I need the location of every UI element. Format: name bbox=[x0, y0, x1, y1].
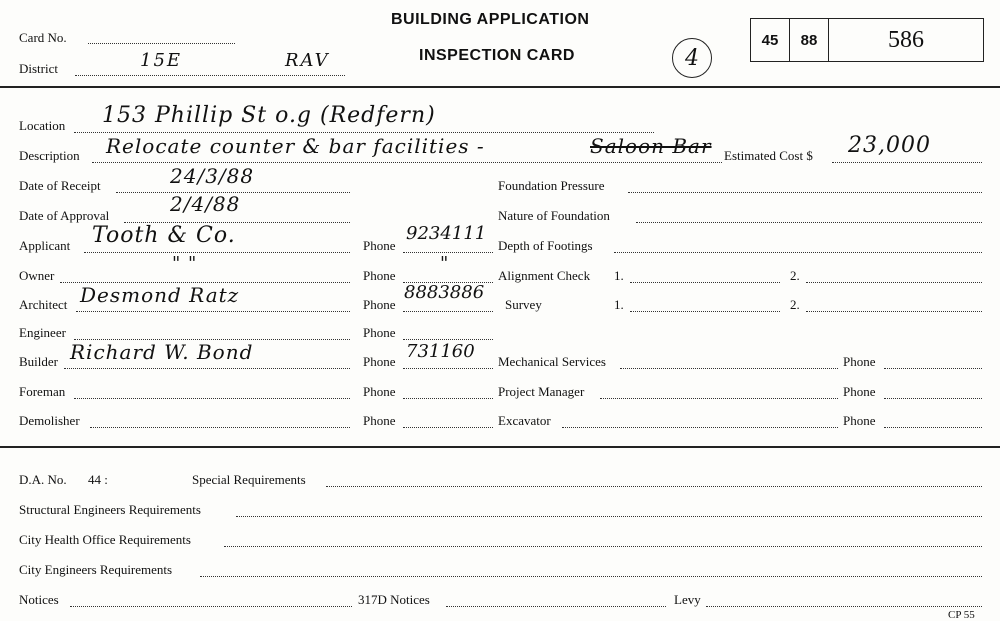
special-requirements-field[interactable] bbox=[326, 486, 982, 487]
builder-phone-field[interactable] bbox=[403, 368, 493, 369]
builder-field[interactable] bbox=[64, 368, 350, 369]
description-field[interactable] bbox=[92, 162, 722, 163]
architect-phone-field[interactable] bbox=[403, 311, 493, 312]
owner-label: Owner bbox=[19, 268, 55, 283]
survey-field-2[interactable] bbox=[806, 311, 982, 312]
architect-label: Architect bbox=[19, 297, 68, 312]
builder-phone-label: Phone bbox=[363, 354, 396, 369]
nature-of-foundation-field[interactable] bbox=[636, 222, 982, 223]
owner-phone-label: Phone bbox=[363, 268, 396, 283]
applicant-phone-label: Phone bbox=[363, 238, 396, 253]
date-of-receipt-value: 24/3/88 bbox=[170, 164, 255, 188]
date-of-approval-value: 2/4/88 bbox=[170, 192, 241, 216]
card-no-field[interactable] bbox=[88, 43, 235, 44]
top-rule bbox=[0, 86, 1000, 88]
location-field[interactable] bbox=[74, 132, 654, 133]
depth-of-footings-label: Depth of Footings bbox=[498, 238, 593, 253]
excavator-field[interactable] bbox=[562, 427, 838, 428]
estimated-cost-value: 23,000 bbox=[848, 133, 931, 158]
alignment-check-label: Alignment Check bbox=[498, 268, 591, 283]
alignment-check-field-2[interactable] bbox=[806, 282, 982, 283]
architect-value: Desmond Ratz bbox=[80, 283, 240, 307]
middle-rule bbox=[0, 446, 1000, 448]
foundation-pressure-label: Foundation Pressure bbox=[498, 178, 605, 193]
structural-engineers-field[interactable] bbox=[236, 516, 982, 517]
da-no-value: 44 : bbox=[88, 472, 108, 487]
estimated-cost-field[interactable] bbox=[832, 162, 982, 163]
notices-label: Notices bbox=[19, 592, 59, 607]
notices-317d-field[interactable] bbox=[446, 606, 666, 607]
builder-value: Richard W. Bond bbox=[70, 340, 254, 364]
architect-phone-value: 8883886 bbox=[404, 282, 485, 303]
project-manager-phone-label: Phone bbox=[843, 384, 876, 399]
district-field[interactable] bbox=[75, 75, 345, 76]
location-value: 153 Phillip St o.g (Redfern) bbox=[102, 103, 436, 128]
alignment-check-num-1: 1. bbox=[614, 268, 624, 283]
survey-label: Survey bbox=[505, 297, 542, 312]
estimated-cost-label: Estimated Cost $ bbox=[724, 148, 813, 163]
box-45: 45 bbox=[751, 19, 790, 61]
da-no-label: D.A. No. bbox=[19, 472, 67, 487]
date-of-receipt-label: Date of Receipt bbox=[19, 178, 101, 193]
foundation-pressure-field[interactable] bbox=[628, 192, 982, 193]
engineer-label: Engineer bbox=[19, 325, 66, 340]
description-label: Description bbox=[19, 148, 80, 163]
demolisher-label: Demolisher bbox=[19, 413, 80, 428]
architect-phone-label: Phone bbox=[363, 297, 396, 312]
levy-label: Levy bbox=[674, 592, 701, 607]
circled-number: 4 bbox=[672, 38, 712, 78]
foreman-phone-label: Phone bbox=[363, 384, 396, 399]
depth-of-footings-field[interactable] bbox=[614, 252, 982, 253]
architect-field[interactable] bbox=[76, 311, 350, 312]
excavator-phone-label: Phone bbox=[843, 413, 876, 428]
mechanical-services-phone-field[interactable] bbox=[884, 368, 982, 369]
owner-phone-value: " bbox=[440, 253, 450, 274]
description-value: Relocate counter & bar facilities - bbox=[106, 134, 485, 158]
notices-field[interactable] bbox=[70, 606, 352, 607]
project-manager-phone-field[interactable] bbox=[884, 398, 982, 399]
mechanical-services-phone-label: Phone bbox=[843, 354, 876, 369]
date-of-approval-label: Date of Approval bbox=[19, 208, 110, 223]
card-no-label: Card No. bbox=[19, 30, 67, 45]
form-code: CP 55 bbox=[948, 609, 975, 621]
builder-label: Builder bbox=[19, 354, 58, 369]
city-health-label: City Health Office Requirements bbox=[19, 532, 191, 547]
card-title-line-1: BUILDING APPLICATION bbox=[391, 11, 590, 28]
levy-field[interactable] bbox=[706, 606, 982, 607]
applicant-value: Tooth & Co. bbox=[92, 223, 236, 248]
district-value-1: 15E bbox=[140, 50, 183, 71]
applicant-label: Applicant bbox=[19, 238, 71, 253]
survey-num-2: 2. bbox=[790, 297, 800, 312]
notices-317d-label: 317D Notices bbox=[358, 592, 430, 607]
foreman-label: Foreman bbox=[19, 384, 66, 399]
alignment-check-field-1[interactable] bbox=[630, 282, 780, 283]
builder-phone-value: 731160 bbox=[406, 341, 475, 362]
demolisher-phone-label: Phone bbox=[363, 413, 396, 428]
demolisher-phone-field[interactable] bbox=[403, 427, 493, 428]
city-health-field[interactable] bbox=[224, 546, 982, 547]
engineer-phone-label: Phone bbox=[363, 325, 396, 340]
project-manager-field[interactable] bbox=[600, 398, 838, 399]
card-title-line-2: INSPECTION CARD bbox=[419, 47, 575, 64]
reference-boxes bbox=[750, 18, 984, 62]
district-value-2: RAV bbox=[285, 50, 330, 71]
survey-num-1: 1. bbox=[614, 297, 624, 312]
applicant-field[interactable] bbox=[84, 252, 350, 253]
box-88: 88 bbox=[790, 19, 829, 61]
description-struck-text: Saloon Bar bbox=[590, 134, 712, 158]
city-engineers-field[interactable] bbox=[200, 576, 982, 577]
mechanical-services-field[interactable] bbox=[620, 368, 838, 369]
survey-field-1[interactable] bbox=[630, 311, 780, 312]
location-label: Location bbox=[19, 118, 66, 133]
excavator-phone-field[interactable] bbox=[884, 427, 982, 428]
box-586: 586 bbox=[888, 26, 924, 53]
project-manager-label: Project Manager bbox=[498, 384, 585, 399]
foreman-phone-field[interactable] bbox=[403, 398, 493, 399]
demolisher-field[interactable] bbox=[90, 427, 350, 428]
alignment-check-num-2: 2. bbox=[790, 268, 800, 283]
mechanical-services-label: Mechanical Services bbox=[498, 354, 606, 369]
nature-of-foundation-label: Nature of Foundation bbox=[498, 208, 610, 223]
city-engineers-label: City Engineers Requirements bbox=[19, 562, 173, 577]
structural-engineers-label: Structural Engineers Requirements bbox=[19, 502, 201, 517]
owner-value: " " bbox=[172, 253, 198, 274]
applicant-phone-value: 9234111 bbox=[406, 223, 487, 244]
excavator-label: Excavator bbox=[498, 413, 551, 428]
foreman-field[interactable] bbox=[74, 398, 350, 399]
special-requirements-label: Special Requirements bbox=[192, 472, 306, 487]
district-label: District bbox=[19, 61, 58, 76]
